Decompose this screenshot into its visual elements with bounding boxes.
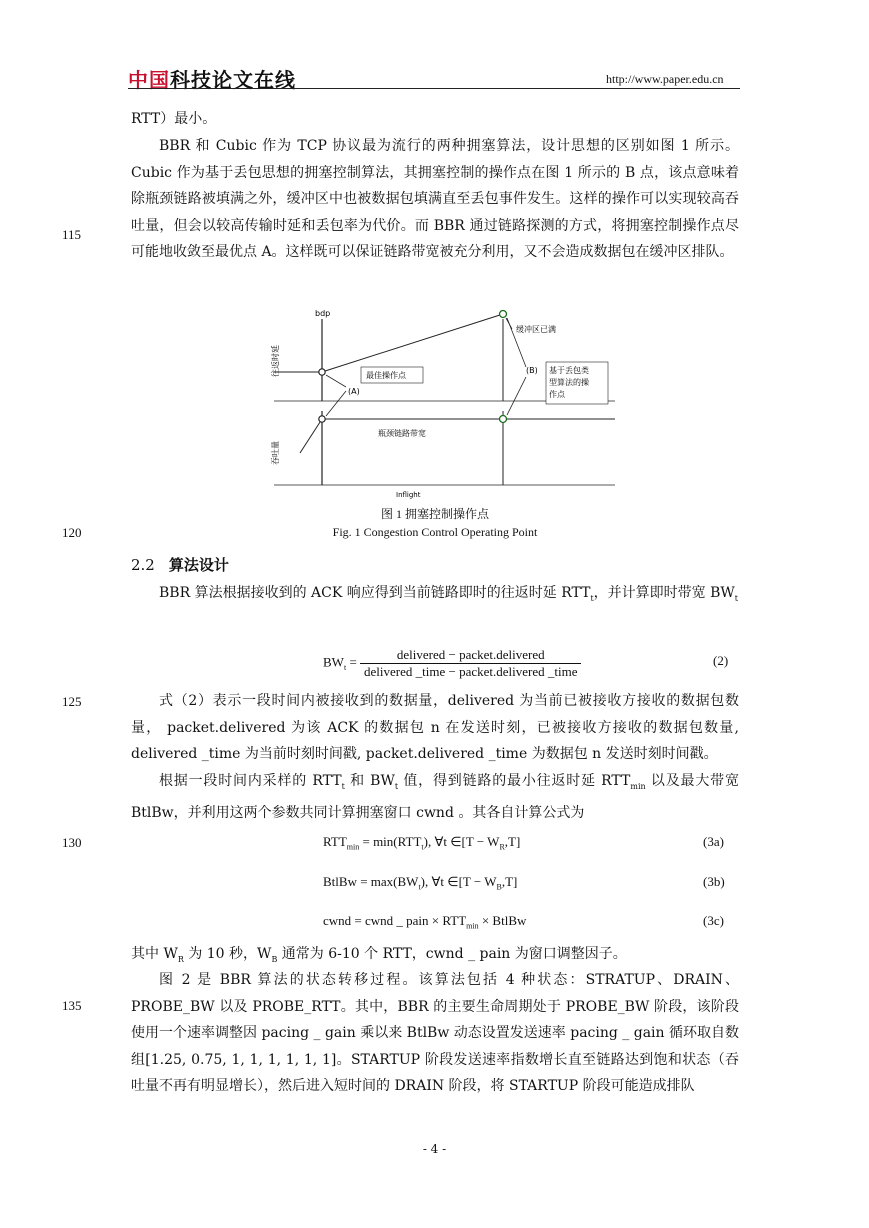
figure-caption-cn: 图 1 拥塞控制操作点 (380, 507, 489, 521)
section-heading: 2.2 算法设计 (131, 556, 229, 574)
header-url: http://www.paper.edu.cn (606, 72, 724, 86)
equation-3c: cwnd = cwnd _ pain × $RTT_{min}$ × BtlBw (323, 913, 527, 931)
paragraph-intro-end: RTT）最小。 (131, 111, 217, 127)
equation-3c-number: (3c) (703, 913, 724, 928)
point-a-rtt (319, 369, 325, 375)
buffer-full-label: 缓冲区已满 (516, 325, 556, 334)
y-label-throughput: 吞吐量 (271, 441, 280, 465)
optimal-point-label: 最佳操作点 (366, 371, 406, 380)
arrow-a-top (326, 375, 346, 387)
paragraph-window-params: 其中 $W_R$ 为 10 秒，$W_B$ 通常为 6-10 个 RTT，cwnd _ pain 为窗口调整因子。 (131, 946, 627, 964)
x-label: Inflight (396, 491, 421, 499)
equation-2: $BW_t$ = $\frac{\text{delivered − packet.delivered}}{\text{delivered \_time − packet.delivered \_time}}$ (323, 647, 581, 680)
line-number: 135 (62, 998, 82, 1013)
point-a-throughput (319, 416, 325, 422)
loss-based-label-2: 型算法的操 (549, 378, 589, 387)
bdp-label: bdp (315, 309, 331, 318)
throughput-rise (300, 419, 322, 453)
loss-based-label-3: 作点 (549, 390, 565, 399)
equation-2-number: (2) (713, 653, 729, 668)
point-b-throughput (500, 416, 507, 423)
page-number: - 4 - (422, 1142, 447, 1156)
line-number: 120 (62, 525, 82, 540)
line-number: 130 (62, 835, 82, 850)
paragraph-rtt-min: 根据一段时间内采样的 $RTT_t$ 和 $BW_t$ 值，得到链路的最小往返时延 $RTT_{min}$ 以及最大带宽 BtlBw，并利用这两个参数共同计算拥塞窗口 cwnd 。其各自计算公式为 (131, 773, 739, 822)
paragraph-eq2-explain: 式（2）表示一段时间内被接收到的数据量，delivered 为当前已被接收方接收的数据包数量， packet.delivered 为该 ACK 的数据包 n 在发送时刻，已被接收方接收的数据包数量, delivered _time 为当前时刻时间戳, packet.delivered _time 为数据包 n 发送时刻时间戳。 (131, 693, 739, 762)
paragraph-state-machine: 图 2 是 BBR 算法的状态转移过程。该算法包括 4 种状态：STRATUP、DRAIN、PROBE_BW 以及 PROBE_RTT。其中，BBR 的主要生命周期处于 PROBE_BW 阶段，该阶段使用一个速率调整因 pacing _ gain 乘以来 BtlBw 动态设置发送速率 pacing _ gain 循环取自数组[1.25, 0.75, 1, 1, 1, 1, 1, 1]。STARTUP 阶段发送速率指数增长直至链路达到饱和状态（吞吐量不再有明显增长），然后进入短时间的 DRAIN 阶段，将 STARTUP 阶段可能造成排队 (131, 972, 739, 1094)
equation-3a: $RTT_{min} = \min(RTT_t)$, ∀t ∈[T − $W_R,T$] (323, 834, 521, 852)
figure-caption-en: Fig. 1 Congestion Control Operating Point (332, 525, 538, 539)
rtt-rise (322, 314, 503, 372)
equation-3a-number: (3a) (703, 834, 724, 849)
figure-congestion-operating-point (270, 305, 620, 505)
arrow-b-bottom (507, 377, 526, 415)
arrow-a-bottom (326, 391, 346, 416)
point-b-rtt (500, 311, 507, 318)
point-b-label: (B) (526, 366, 538, 375)
bottleneck-bw-label: 瓶颈链路带宽 (378, 429, 426, 438)
point-a-label: (A) (348, 387, 360, 396)
paragraph-bbr-cubic: BBR 和 Cubic 作为 TCP 协议最为流行的两种拥塞算法，设计思想的区别如图 1 所示。Cubic 作为基于丢包思想的拥塞控制算法，其拥塞控制的操作点在图 1 所示的 B 点，该点意味着除瓶颈链路被填满之外，缓冲区中也被数据包填满直至丢包事件发生。这样的操作可以实现较高吞吐量，但会以较高传输时延和丢包率为代价。而 BBR 通过链路探测的方式，将拥塞控制操作点尽可能地收敛至最优点 A。这样既可以保证链路带宽被充分利用，又不会造成数据包在缓冲区排队。 (131, 138, 739, 260)
y-label-rtt: 往返时延 (271, 345, 280, 377)
header-rule (128, 88, 740, 89)
equation-3b-number: (3b) (703, 874, 725, 889)
journal-logo: 中国科技论文在线 (128, 68, 296, 92)
equation-3b: BtlBw = $\max(BW_t)$, ∀t ∈[T − $W_B,T$] (323, 874, 518, 892)
paragraph-bw: BBR 算法根据接收到的 ACK 响应得到当前链路即时的往返时延 $RTT_t$，并计算即时带宽 $BW_t$ (159, 585, 739, 603)
line-number: 125 (62, 694, 82, 709)
loss-based-label-1: 基于丢包类 (549, 366, 589, 375)
line-number: 115 (62, 227, 82, 242)
